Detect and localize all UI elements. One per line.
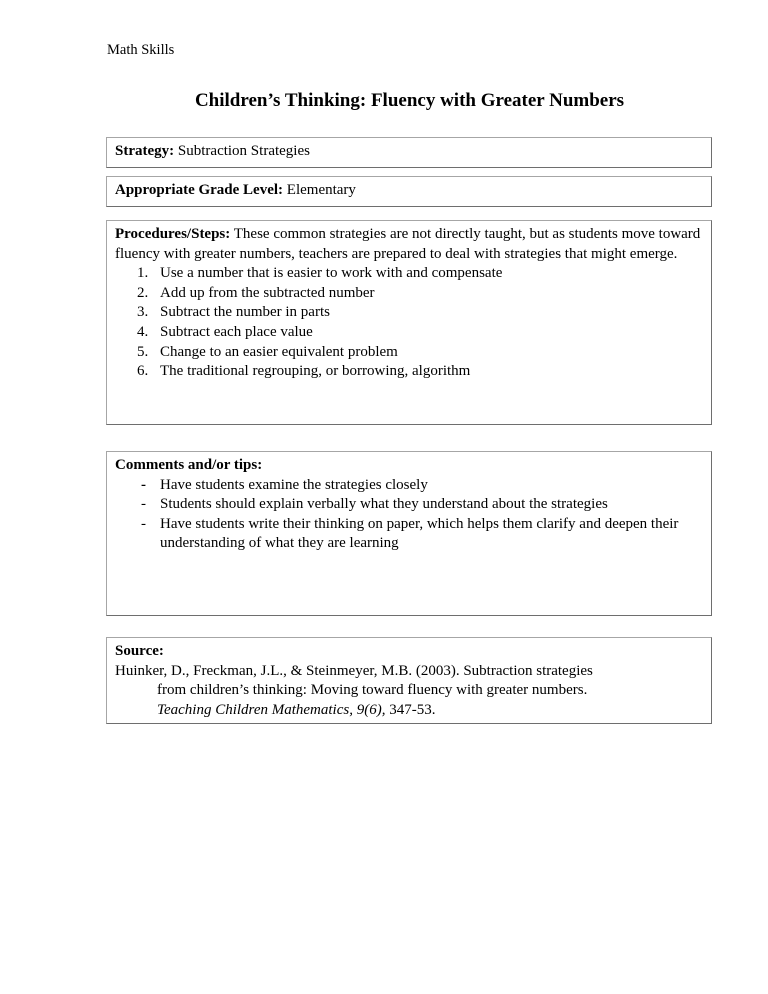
comments-list bbox=[115, 476, 704, 554]
step-text: The traditional regrouping, or borrowing, algorithm bbox=[160, 363, 471, 380]
step-number: 4. bbox=[137, 323, 149, 340]
step-text: Subtract each place value bbox=[160, 323, 313, 340]
source-citation-line-1: Huinker, D., Freckman, J.L., & Steinmeyer, M.B. (2003). Subtraction strategies bbox=[115, 662, 593, 679]
step-number: 6. bbox=[137, 363, 149, 380]
step-number: 2. bbox=[137, 284, 149, 301]
source-pages: 347-53. bbox=[385, 701, 436, 718]
comments-box bbox=[106, 451, 712, 616]
list-item bbox=[115, 303, 704, 323]
step-text: Subtract the number in parts bbox=[160, 304, 330, 321]
list-item bbox=[115, 476, 704, 496]
page-title: Children’s Thinking: Fluency with Greater Numbers bbox=[194, 90, 625, 111]
source-citation-line-2: from children’s thinking: Moving toward fluency with greater numbers. bbox=[157, 682, 588, 699]
procedures-label: Procedures/Steps: bbox=[115, 226, 231, 242]
list-item bbox=[115, 362, 704, 382]
comment-text: Have students write their thinking on paper, which helps them clarify and deepen their understanding of what they are learning bbox=[160, 515, 679, 552]
strategy-label: Strategy: bbox=[115, 143, 175, 159]
comment-text: Have students examine the strategies closely bbox=[160, 476, 428, 493]
page-header-label: Math Skills bbox=[107, 42, 175, 58]
list-item bbox=[115, 495, 704, 515]
procedures-intro-text: These common strategies are not directly taught, but as students move toward fluency with greater numbers, teachers are prepared to deal with strategies that might emerge. bbox=[115, 226, 701, 262]
step-text: Change to an easier equivalent problem bbox=[160, 343, 398, 360]
comments-label: Comments and/or tips: bbox=[115, 457, 263, 473]
list-item bbox=[115, 515, 704, 554]
strategy-box bbox=[106, 137, 712, 168]
source-label: Source: bbox=[115, 643, 164, 659]
step-number: 3. bbox=[137, 304, 149, 321]
grade-level-label: Appropriate Grade Level: bbox=[115, 182, 284, 198]
dash-bullet-icon: - bbox=[141, 476, 146, 493]
grade-level-box bbox=[106, 176, 712, 207]
comment-text: Students should explain verbally what they understand about the strategies bbox=[160, 496, 608, 513]
strategy-value: Subtraction Strategies bbox=[174, 143, 310, 159]
source-journal-title: Teaching Children Mathematics, 9(6), bbox=[157, 701, 386, 718]
step-text: Add up from the subtracted number bbox=[160, 284, 375, 301]
list-item bbox=[115, 284, 704, 304]
step-number: 5. bbox=[137, 343, 149, 360]
list-item bbox=[115, 343, 704, 363]
dash-bullet-icon: - bbox=[141, 515, 146, 532]
list-item bbox=[115, 264, 704, 284]
list-item bbox=[115, 323, 704, 343]
source-box bbox=[106, 637, 712, 724]
grade-level-value: Elementary bbox=[283, 182, 356, 198]
step-number: 1. bbox=[137, 265, 149, 282]
procedures-step-list bbox=[115, 264, 704, 382]
procedures-intro-paragraph bbox=[115, 225, 704, 264]
step-text: Use a number that is easier to work with and compensate bbox=[160, 265, 503, 282]
procedures-box bbox=[106, 220, 712, 425]
dash-bullet-icon: - bbox=[141, 496, 146, 513]
source-citation-line-3 bbox=[115, 701, 704, 721]
